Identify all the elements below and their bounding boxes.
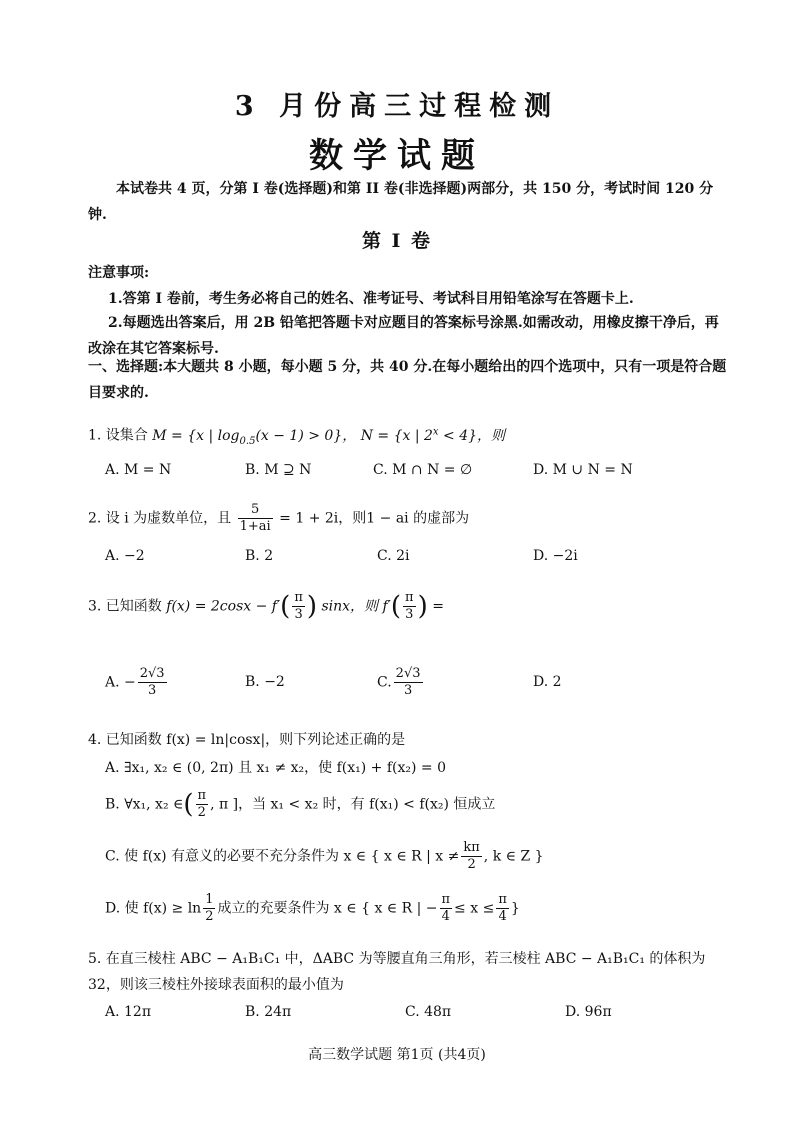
q4-option-d-num3: π <box>498 892 507 907</box>
q3-left-paren-2-icon: ( <box>390 591 402 622</box>
q3-options <box>105 666 705 706</box>
q3-option-c-num: 2√3 <box>395 666 421 681</box>
q3-option-a <box>105 666 169 699</box>
q2-fraction <box>238 502 273 535</box>
q3-pi-fraction-2 <box>403 590 416 623</box>
q4-option-a: A. ∃x₁, x₂ ∈ (0, 2π) 且 x₁ ≠ x₂，使 f(x₁) + f(x₂) = 0 <box>105 760 447 776</box>
q4-option-b-den: 2 <box>197 805 206 820</box>
q2-option-b: B. 2 <box>245 548 274 564</box>
notes-title: 注意事项: <box>88 265 150 281</box>
q4-option-d-den1: 2 <box>205 909 214 924</box>
exam-title: 3 月份高三过程检测 <box>234 91 560 122</box>
q2-options <box>105 548 705 572</box>
q3-option-c-prefix: C. <box>377 674 392 691</box>
q4-option-c-prefix: C. 使 f(x) 有意义的必要不充分条件为 x ∈ { x ∈ R | x ≠ <box>105 848 460 865</box>
q3-option-c <box>377 666 425 699</box>
q4-option-d <box>105 892 725 936</box>
q1-stem-c: (x − 1) > 0}， <box>255 427 357 444</box>
q1-option-a: A. M = N <box>105 462 172 478</box>
q4-option-c-rest: , k ∈ Z } <box>483 848 544 865</box>
q3-left-paren-icon: ( <box>280 591 291 622</box>
q3-pi-fraction <box>292 590 305 623</box>
q2-option-a: A. −2 <box>105 548 145 564</box>
question-2 <box>88 502 728 542</box>
q5-option-a: A. 12π <box>105 1004 152 1020</box>
q3-stem-e: = <box>432 598 444 615</box>
q4-option-d-end: } <box>510 900 520 917</box>
q3-pi-den: 3 <box>294 607 303 622</box>
q2-frac-den: 1+ai <box>239 519 271 534</box>
q4-option-c <box>105 840 725 884</box>
q3-pi-num-2: π <box>405 590 414 605</box>
question-5-stem: 5. 在直三棱柱 ABC − A₁B₁C₁ 中，ΔABC 为等腰直角三角形，若三棱柱 ABC − A₁B₁C₁ 的体积为32，则该三棱柱外接球表面积的最小值为 <box>88 951 706 993</box>
q5-option-c: C. 48π <box>405 1004 452 1020</box>
q3-right-paren-2-icon: ) <box>417 591 428 622</box>
q1-stem-e: < 4}，则 <box>438 427 506 444</box>
q4-option-d-den3: 4 <box>498 909 507 924</box>
q4-option-c-frac <box>461 840 481 873</box>
q1-stem-d: N = {x | 2 <box>360 427 433 444</box>
q4-option-d-frac3 <box>496 892 509 925</box>
section-heading: 第 I 卷 <box>361 230 433 252</box>
question-1 <box>88 420 728 453</box>
q1-option-c: C. M ∩ N = ∅ <box>373 462 473 478</box>
q1-stem-b: M = {x | log <box>152 427 240 444</box>
q1-log-base: 0.5 <box>239 435 256 447</box>
question-4-stem: 4. 已知函数 f(x) = ln|cosx|，则下列论述正确的是 <box>88 732 406 748</box>
note-item-2: 2.每题选出答案后，用 2B 铅笔把答题卡对应题目的答案标号涂黑.如需改动，用橡皮擦干净后，再改涂在其它答案标号. <box>88 315 719 357</box>
part-instructions: 一、选择题:本大题共 8 小题，每小题 5 分，共 40 分.在每小题给出的四个选项中，只有一项是符合题目要求的. <box>88 359 727 401</box>
page-footer: 高三数学试题 第1页 (共4页) <box>308 1047 486 1063</box>
q2-stem-a: 2. 设 i 为虚数单位，且 <box>88 510 232 527</box>
q4-option-d-frac1 <box>203 892 215 925</box>
q2-option-d: D. −2i <box>533 548 578 564</box>
q4-option-d-den2: 4 <box>441 909 450 924</box>
q4-option-b-prefix: B. ∀x₁, x₂ ∈ <box>105 796 184 813</box>
q5-options <box>105 1004 705 1028</box>
q3-right-paren-icon: ) <box>306 591 318 622</box>
q3-stem-d: f′ <box>382 598 391 615</box>
q4-option-b-frac <box>196 788 209 821</box>
q3-option-d: D. 2 <box>533 674 562 690</box>
q3-pi-num: π <box>294 590 303 605</box>
q3-stem-c: sinx，则 <box>321 598 379 615</box>
q3-option-c-den: 3 <box>403 683 413 698</box>
note-item-1: 1.答第 I 卷前，考生务必将自己的姓名、准考证号、考试科目用铅笔涂写在答题卡上. <box>108 291 634 307</box>
q4-option-b-num: π <box>197 788 207 803</box>
q4-option-c-num: kπ <box>463 840 480 855</box>
q4-option-d-num2: π <box>441 892 451 907</box>
q4-b-paren-icon: ( <box>183 789 194 820</box>
q4-option-b-rest: , π ]，当 x₁ < x₂ 时，有 f(x₁) < f(x₂) 恒成立 <box>210 796 496 813</box>
q1-set-n <box>361 428 505 444</box>
q3-option-b: B. −2 <box>245 674 285 690</box>
q2-option-c: C. 2i <box>377 548 410 564</box>
question-3 <box>88 590 728 634</box>
q3-stem-b: f(x) = 2cosx − f′ <box>166 598 281 615</box>
q5-option-b: B. 24π <box>245 1004 292 1020</box>
q1-option-d: D. M ∪ N = N <box>533 462 633 478</box>
q3-stem-a: 3. 已知函数 <box>88 598 162 615</box>
q5-option-d: D. 96π <box>565 1004 612 1020</box>
q1-stem-a: 1. 设集合 <box>88 427 148 444</box>
q1-exponent: x <box>432 426 439 437</box>
q4-option-b <box>105 788 725 828</box>
q1-options <box>105 462 705 486</box>
q4-option-d-frac2 <box>440 892 453 925</box>
q3-pi-den-2: 3 <box>405 607 414 622</box>
q3-option-a-num: 2√3 <box>139 666 165 681</box>
q4-option-d-prefix: D. 使 f(x) ≥ ln <box>105 900 202 917</box>
q3-option-a-frac <box>138 666 167 699</box>
exam-subtitle: 数学试题 <box>309 136 485 176</box>
q4-option-d-mid2: ≤ x ≤ <box>454 900 495 917</box>
q1-set-m <box>152 427 357 447</box>
q4-option-c-den: 2 <box>467 857 476 872</box>
exam-intro: 本试卷共 4 页，分第 I 卷(选择题)和第 II 卷(非选择题)两部分，共 150 分，考试时间 120 分钟. <box>88 181 714 223</box>
q4-option-d-mid: 成立的充要条件为 x ∈ { x ∈ R | − <box>217 900 438 917</box>
q3-option-a-prefix: A. − <box>105 674 136 691</box>
q4-option-d-num1: 1 <box>205 892 214 907</box>
q2-stem-b: = 1 + 2i，则1 − ai 的虚部为 <box>279 510 470 527</box>
q3-option-a-den: 3 <box>148 683 157 698</box>
q1-option-b: B. M ⊇ N <box>245 462 312 478</box>
q2-frac-num: 5 <box>238 502 273 519</box>
q3-option-c-frac <box>394 666 423 699</box>
